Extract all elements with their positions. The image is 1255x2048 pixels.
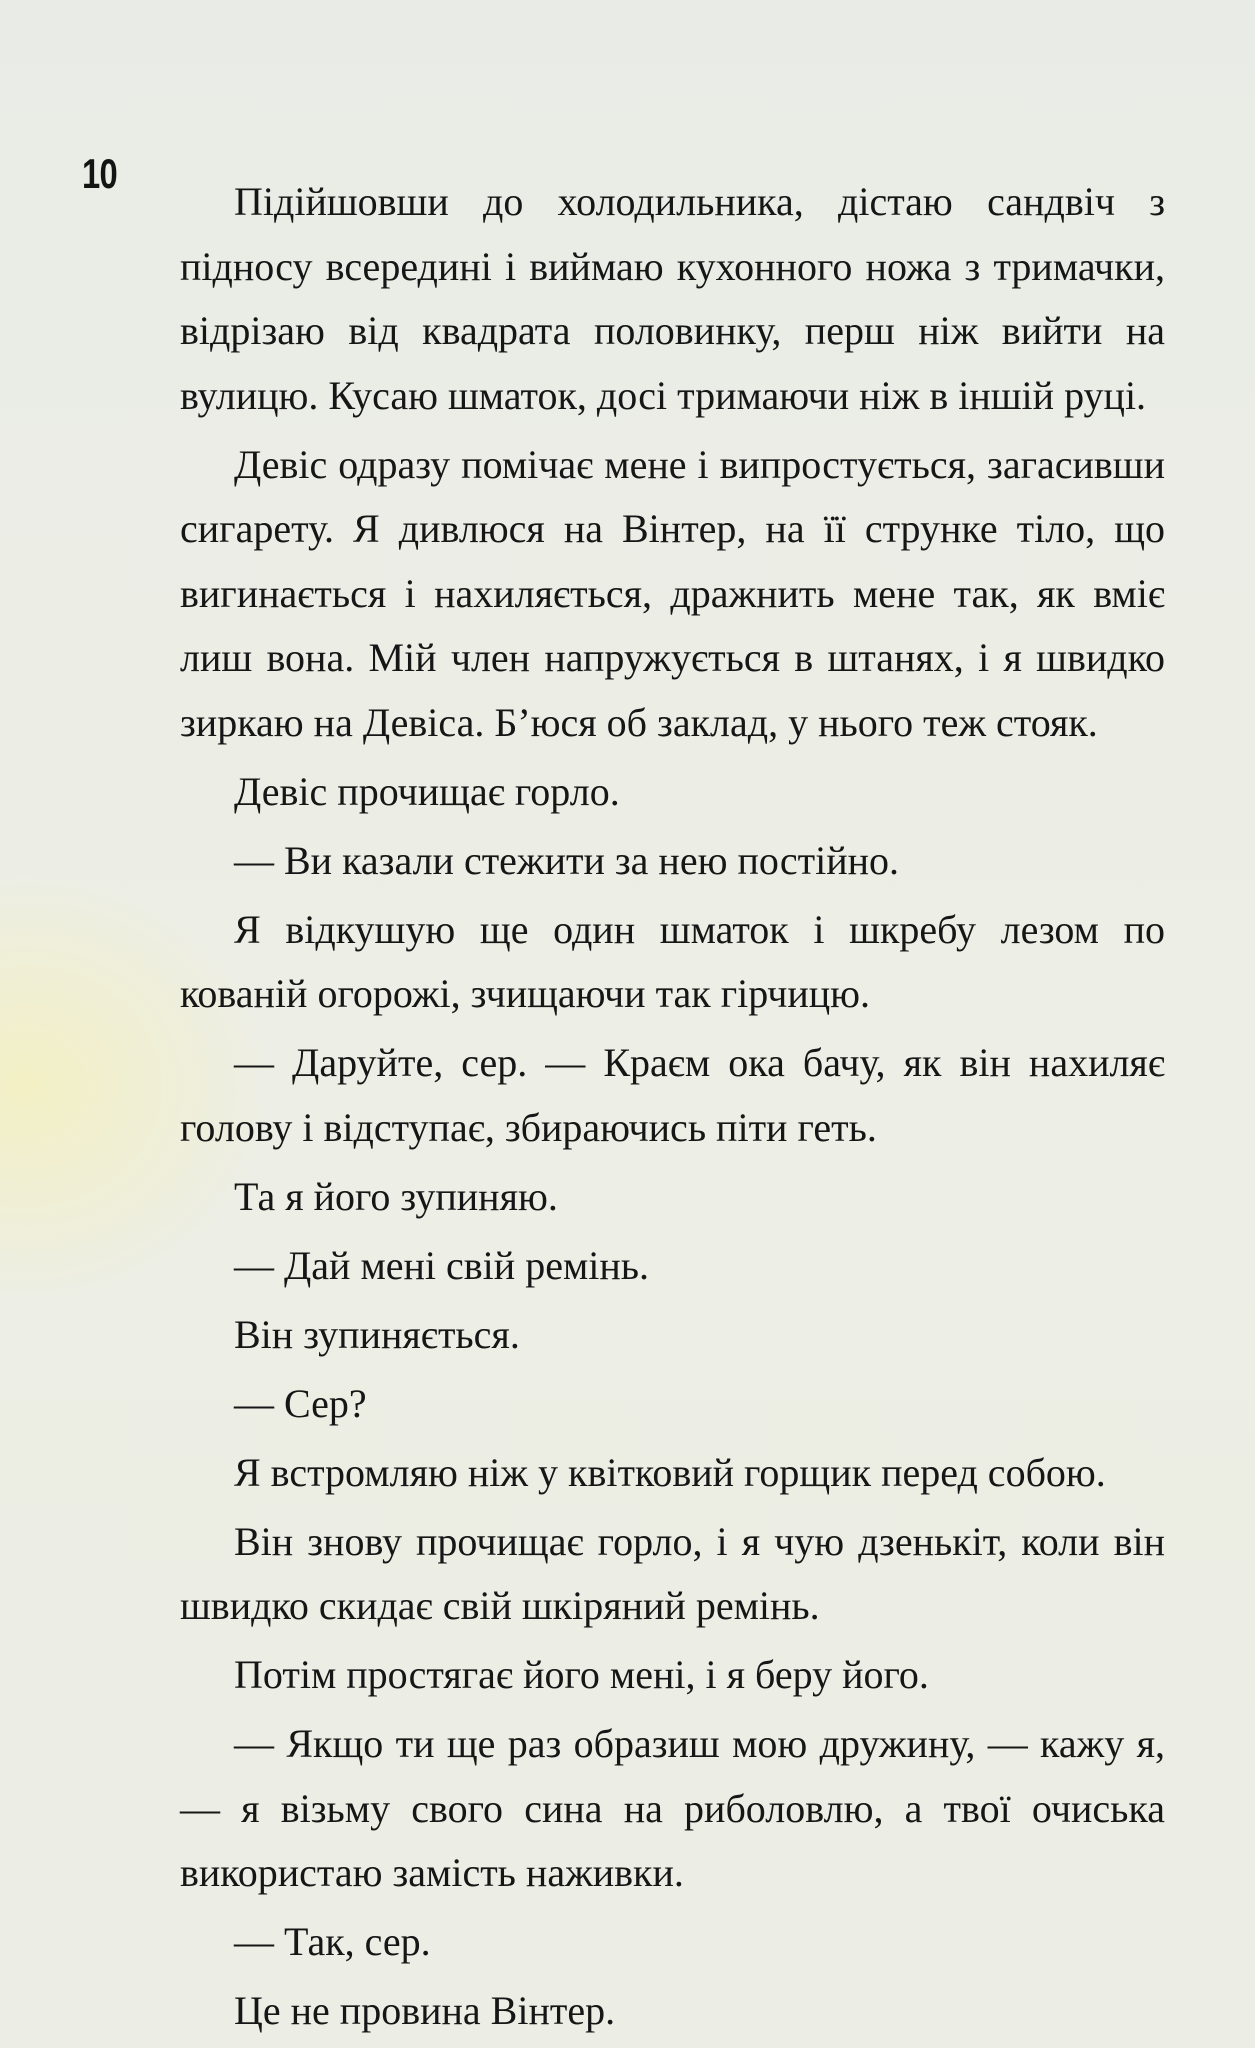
paragraph: Підійшовши до холодильника, дістаю сандвіч з підносу всередині і виймаю кухонного ножа з тримачки, відрізаю від квадрата половинку, перш ніж вийти на вулицю. Кусаю шматок, досі тримаючи ніж в іншій руці. bbox=[180, 179, 1165, 418]
paragraph: — Якщо ти ще раз образиш мою дружину, — кажу я, — я візьму свого сина на риболовлю, а твої очиська використаю замість наживки. bbox=[180, 1721, 1165, 1895]
paragraph: Девіс одразу помічає мене і випростується, загасивши сигарету. Я дивлюся на Вінтер, на її струнке тіло, що вигинається і нахиляється, дражнить мене так, як вміє лиш вона. Мій член напружується в штанях, і я швидко зиркаю на Девіса. Б’юся об заклад, у нього теж стояк. bbox=[180, 441, 1165, 745]
body-text bbox=[180, 170, 1165, 2048]
paragraph: — Сер? bbox=[234, 1380, 367, 1426]
paragraph: — Дай мені свій ремінь. bbox=[234, 1242, 650, 1288]
paragraph: Девіс прочищає горло. bbox=[234, 768, 620, 814]
paragraph: Він зупиняється. bbox=[234, 1311, 520, 1357]
paragraph: — Ви казали стежити за нею постійно. bbox=[234, 837, 900, 883]
paragraph: Я встромляю ніж у квітковий горщик перед собою. bbox=[234, 1449, 1106, 1495]
paragraph: — Так, сер. bbox=[234, 1919, 431, 1964]
paragraph: — Даруйте, сер. — Краєм ока бачу, як він нахиляє голову і відступає, збираючись піти геть. bbox=[180, 1040, 1165, 1150]
paragraph: Я відкушую ще один шматок і шкребу лезом по кованій огорожі, зчищаючи так гірчицю. bbox=[180, 906, 1165, 1016]
paragraph: Це не провина Вінтер. bbox=[234, 1988, 616, 2033]
paragraph: Він знову прочищає горло, і я чую дзенькіт, коли він швидко скидає свій шкіряний ремінь. bbox=[180, 1518, 1165, 1628]
paragraph: Та я його зупиняю. bbox=[234, 1173, 558, 1219]
paragraph: Потім простягає його мені, і я беру його. bbox=[234, 1652, 929, 1697]
page-number: 10 bbox=[82, 150, 117, 197]
